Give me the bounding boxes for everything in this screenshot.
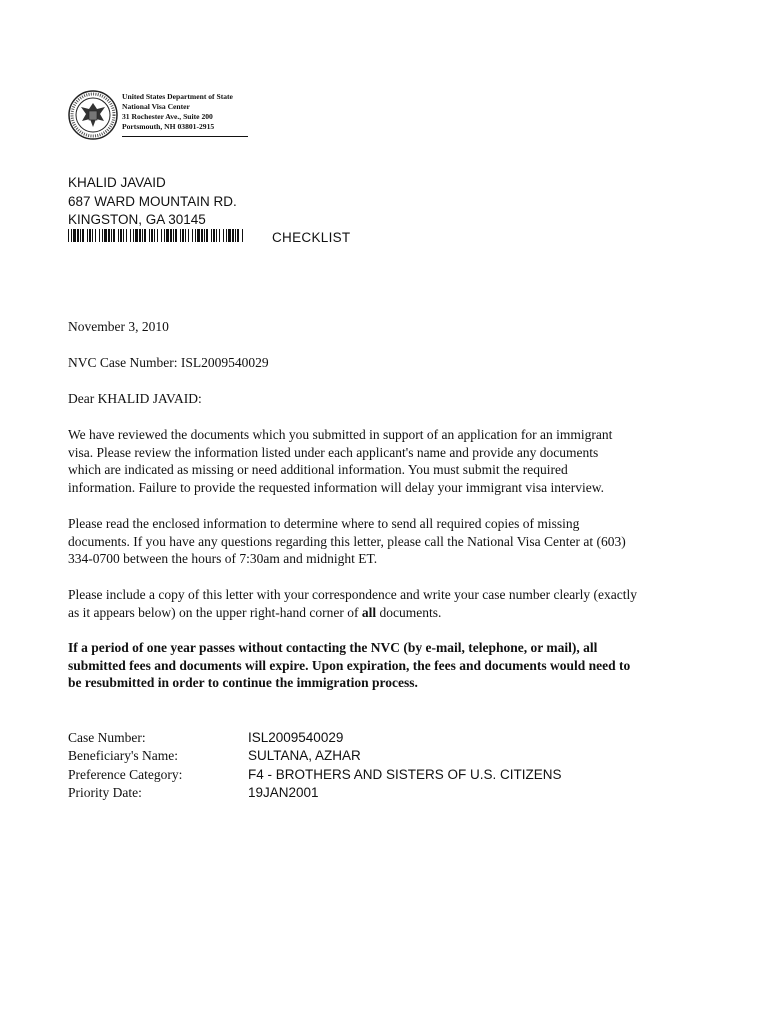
paragraph-line: If a period of one year passes without contacting the NVC (by e-mail, telephone, or mail), all: [68, 640, 598, 655]
barcode-bar: [173, 229, 174, 242]
paragraph-line: Please include a copy of this letter with your correspondence and write your case number clearly (exactly: [68, 587, 638, 602]
department-of-state-seal-icon: [68, 90, 118, 140]
paragraph-line: be resubmitted in order to continue the immigration process.: [68, 675, 418, 690]
barcode-bar: [235, 229, 236, 242]
summary-row: [68, 729, 562, 747]
barcode-bar: [232, 229, 234, 242]
barcode-bar: [151, 229, 153, 242]
barcode-bar: [197, 229, 200, 242]
summary-label: Beneficiary's Name:: [68, 748, 179, 764]
salutation: Dear KHALID JAVAID:: [68, 391, 202, 406]
barcode-bar: [188, 229, 189, 242]
barcode-bar: [216, 229, 217, 242]
barcode-bar: [142, 229, 143, 242]
barcode-bar: [157, 229, 158, 242]
letterhead-rule: [122, 136, 248, 137]
paragraph-line: documents. If you have any questions regarding this letter, please call the National Visa Center at (603): [68, 533, 626, 549]
paragraph-expiration-warning: [68, 639, 708, 692]
letterhead-line: National Visa Center: [122, 102, 190, 111]
barcode-bar: [104, 229, 107, 242]
paragraph-line: visa. Please review the information listed under each applicant's name and provide any documents: [68, 444, 599, 460]
barcode-bar: [130, 229, 131, 242]
letter-date: November 3, 2010: [68, 319, 169, 334]
summary-value: SULTANA, AZHAR: [248, 748, 361, 764]
paragraph-line: [68, 604, 708, 622]
recipient-city: KINGSTON, GA 30145: [68, 212, 206, 227]
barcode-bar: [182, 229, 184, 242]
letterhead-line: 31 Rochester Ave., Suite 200: [122, 112, 213, 121]
paragraph-line: which are indicated as missing or need additional information. You must submit the required: [68, 462, 568, 477]
barcode-bar: [73, 229, 76, 242]
emphasis-all: all: [361, 604, 377, 620]
barcode-bar: [185, 229, 186, 242]
barcode-bar: [223, 229, 224, 242]
barcode-bar: [164, 229, 165, 242]
barcode-bar: [206, 229, 208, 242]
paragraph-instructions: [68, 515, 708, 568]
letterhead: [122, 92, 252, 132]
paragraph-line: 334-0700 between the hours of 7:30am and midnight ET.: [68, 551, 378, 566]
barcode-bar: [219, 229, 220, 242]
letterhead-line: Portsmouth, NH 03801-2915: [122, 122, 215, 131]
barcode-bar: [102, 229, 103, 242]
barcode-bar: [92, 229, 93, 242]
barcode-bar: [80, 229, 81, 242]
summary-value: 19JAN2001: [248, 784, 319, 800]
barcode-bar: [71, 229, 72, 242]
paragraph-line: Please read the enclosed information to determine where to send all required copies of missing: [68, 516, 580, 531]
text-segment: as it appears below) on the upper right-hand corner of: [68, 604, 362, 620]
barcode-bar: [237, 229, 239, 242]
barcode-bar: [242, 229, 243, 242]
barcode-bar: [166, 229, 169, 242]
letterhead-line: United States Department of State: [122, 92, 233, 101]
barcode-bar: [108, 229, 110, 242]
barcode-bar: [118, 229, 119, 242]
summary-label: Priority Date:: [68, 784, 142, 800]
summary-label: Preference Category:: [68, 766, 183, 782]
barcode-bar: [226, 229, 227, 242]
barcode-bar: [77, 229, 79, 242]
barcode-bar: [135, 229, 138, 242]
recipient-address: [68, 174, 237, 230]
barcode-bar: [111, 229, 112, 242]
nvc-case-number: NVC Case Number: ISL2009540029: [68, 355, 269, 370]
summary-value: F4 - BROTHERS AND SISTERS OF U.S. CITIZENS: [248, 766, 562, 782]
paragraph-line: information. Failure to provide the requested information will delay your immigrant visa interview.: [68, 479, 604, 495]
summary-label: Case Number:: [68, 730, 146, 745]
barcode-bar: [120, 229, 122, 242]
summary-row: [68, 747, 562, 765]
barcode-bar: [133, 229, 134, 242]
barcode-bar: [87, 229, 88, 242]
paragraph-line: submitted fees and documents will expire. Upon expiration, the fees and documents would need to: [68, 657, 631, 673]
summary-value: ISL2009540029: [248, 730, 344, 745]
barcode-bar: [95, 229, 96, 242]
barcode-bar: [99, 229, 100, 242]
barcode-bar: [170, 229, 172, 242]
case-summary: [68, 729, 562, 802]
text-segment: documents.: [376, 604, 442, 620]
barcode-bar: [144, 229, 146, 242]
barcode-bar: [68, 229, 69, 242]
barcode-bar: [89, 229, 91, 242]
barcode-icon: [68, 229, 244, 242]
barcode-bar: [161, 229, 162, 242]
barcode-bar: [201, 229, 203, 242]
paragraph-review: [68, 426, 708, 496]
barcode-bar: [195, 229, 196, 242]
barcode-bar: [175, 229, 177, 242]
barcode-bar: [82, 229, 84, 242]
summary-row: [68, 766, 562, 784]
recipient-name: KHALID JAVAID: [68, 175, 166, 190]
barcode-bar: [149, 229, 150, 242]
barcode-bar: [180, 229, 181, 242]
barcode-bar: [192, 229, 193, 242]
summary-row: [68, 784, 562, 802]
recipient-street: 687 WARD MOUNTAIN RD.: [68, 193, 237, 209]
barcode-bar: [213, 229, 215, 242]
barcode-bar: [211, 229, 212, 242]
barcode-bar: [123, 229, 124, 242]
checklist-label: CHECKLIST: [272, 230, 351, 245]
barcode-bar: [113, 229, 115, 242]
barcode-bar: [126, 229, 127, 242]
barcode-bar: [139, 229, 141, 242]
barcode-bar: [204, 229, 205, 242]
barcode-bar: [154, 229, 155, 242]
paragraph-include-copy: [68, 586, 708, 621]
barcode-bar: [228, 229, 231, 242]
paragraph-line: We have reviewed the documents which you submitted in support of an application for an immigrant: [68, 427, 613, 442]
